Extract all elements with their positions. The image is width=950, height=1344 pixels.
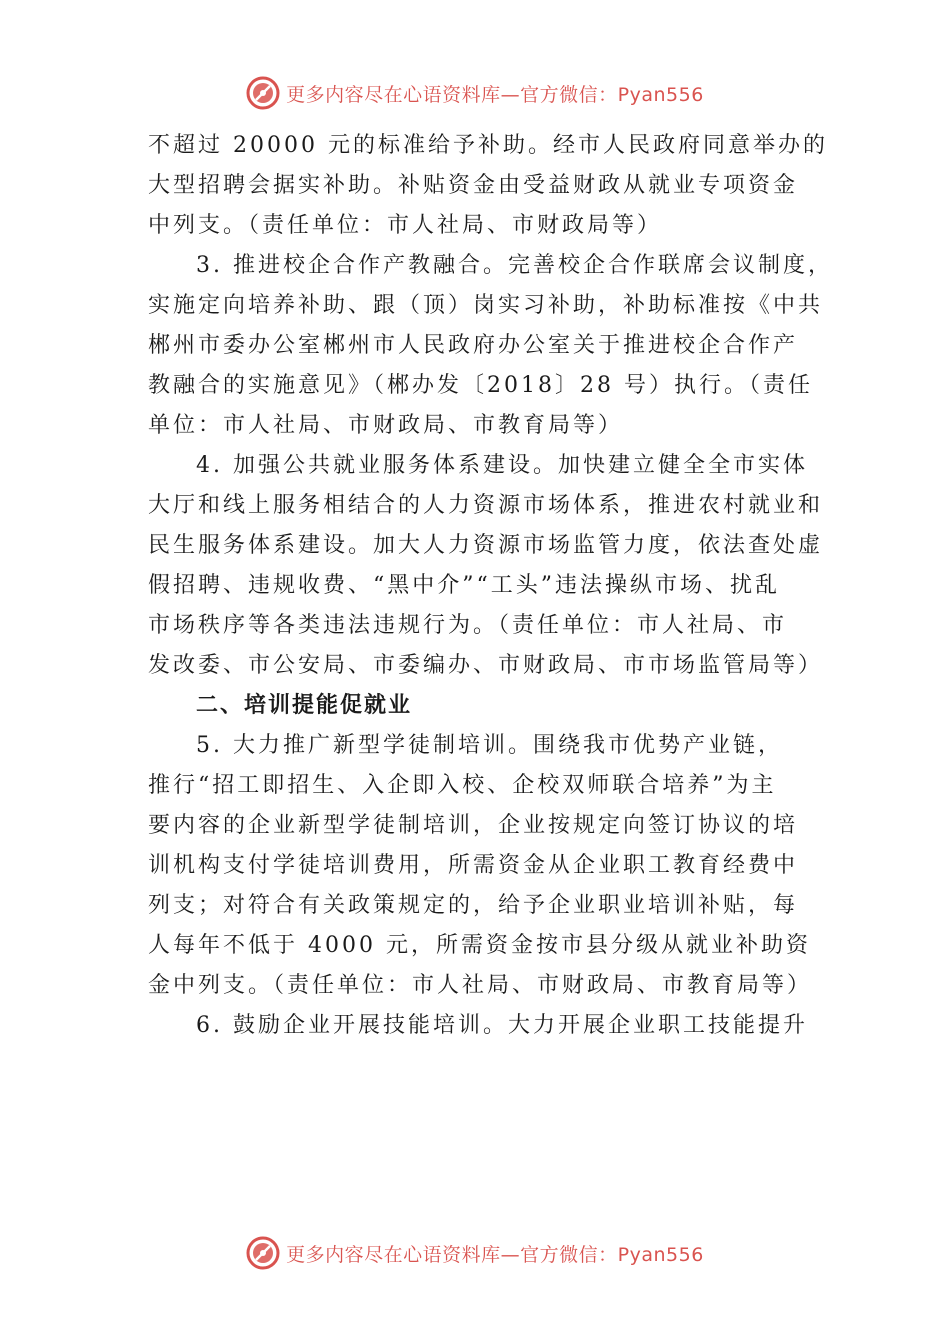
paragraph-line: 不超过 20000 元的标准给予补助。经市人民政府同意举办的 <box>148 133 828 158</box>
watermark-text: 更多内容尽在心语资料库—官方微信：Pyan556 <box>286 1243 704 1266</box>
paragraph-line: 大型招聘会据实补助。补贴资金由受益财政从就业专项资金 <box>148 173 799 198</box>
paragraph-line: 民生服务体系建设。加大人力资源市场监管力度，依法查处虚 <box>148 533 824 558</box>
section-heading: 二、培训提能促就业 <box>196 693 413 718</box>
seal-logo-icon <box>246 76 280 110</box>
paragraph-line: 市场秩序等各类违法违规行为。（责任单位：市人社局、市 <box>148 613 788 638</box>
paragraph-line: 训机构支付学徒培训费用，所需资金从企业职工教育经费中 <box>148 853 799 878</box>
paragraph-line: 假招聘、违规收费、“黑中介”“工头”违法操纵市场、扰乱 <box>148 573 780 598</box>
seal-logo-icon <box>246 1236 280 1270</box>
paragraph-line: 大厅和线上服务相结合的人力资源市场体系，推进农村就业和 <box>148 493 824 518</box>
item-3-first-line: 3. 推进校企合作产教融合。完善校企合作联席会议制度， <box>196 253 833 278</box>
item-6-first-line: 6. 鼓励企业开展技能培训。大力开展企业职工技能提升 <box>196 1013 808 1038</box>
paragraph-line: 发改委、市公安局、市委编办、市财政局、市市场监管局等） <box>148 653 824 678</box>
paragraph-line: 金中列支。（责任单位：市人社局、市财政局、市教育局等） <box>148 973 813 998</box>
watermark-text: 更多内容尽在心语资料库—官方微信：Pyan556 <box>286 83 704 106</box>
paragraph-line: 要内容的企业新型学徒制培训，企业按规定向签订协议的培 <box>148 813 799 838</box>
document-body <box>148 126 833 1046</box>
item-5-first-line: 5. 大力推广新型学徒制培训。围绕我市优势产业链， <box>196 733 783 758</box>
paragraph-line: 推行“招工即招生、入企即入校、企校双师联合培养”为主 <box>148 773 777 798</box>
paragraph-line: 人每年不低于 4000 元，所需资金按市县分级从就业补助资 <box>148 933 811 958</box>
paragraph-line: 教融合的实施意见》（郴办发〔2018〕28 号）执行。（责任 <box>148 373 813 398</box>
item-4-first-line: 4. 加强公共就业服务体系建设。加快建立健全全市实体 <box>196 453 808 478</box>
paragraph-line: 单位：市人社局、市财政局、市教育局等） <box>148 413 624 438</box>
paragraph-line: 列支；对符合有关政策规定的，给予企业职业培训补贴，每 <box>148 893 799 918</box>
paragraph-line: 郴州市委办公室郴州市人民政府办公室关于推进校企合作产 <box>148 333 799 358</box>
paragraph-line: 实施定向培养补助、跟（顶）岗实习补助，补助标准按《中共 <box>148 293 824 318</box>
paragraph-line: 中列支。（责任单位：市人社局、市财政局等） <box>148 213 663 238</box>
header-watermark <box>0 73 950 113</box>
footer-watermark <box>0 1233 950 1273</box>
